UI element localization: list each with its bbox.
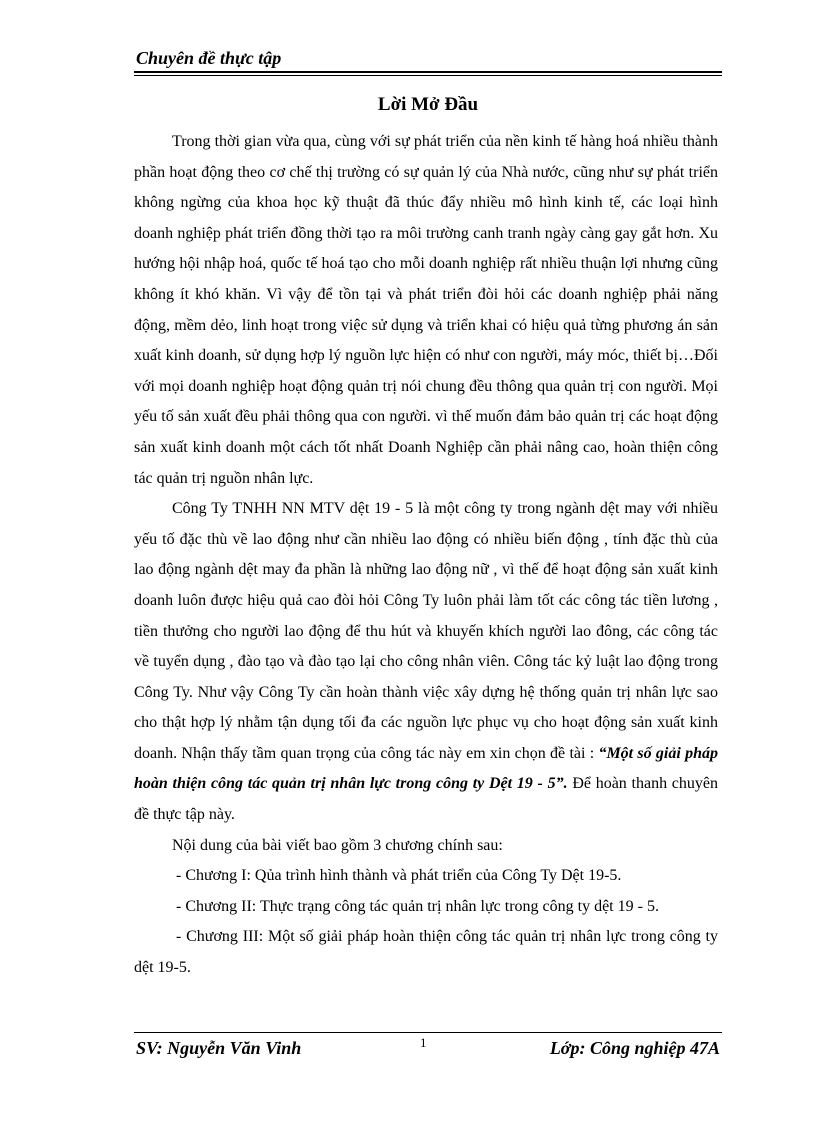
paragraph-intro: Trong thời gian vừa qua, cùng với sự phát triển của nền kinh tế hàng hoá nhiều thành phần hoạt động theo cơ chế thị trường có sự quản lý của Nhà nước, cũng như sự phát triển không ngừng của khoa học kỹ thuật đã thúc đẩy nhiều mô hình kinh tế, các loại hình doanh nghiệp phát triển đồng thời tạo ra môi trường canh tranh ngày càng gay gắt hơn. Xu hướng hội nhập hoá, quốc tế hoá tạo cho mỗi doanh nghiệp rất nhiều thuận lợi nhưng cũng không ít khó khăn. Vì vậy để tồn tại và phát triển đòi hỏi các doanh nghiệp phải năng động, mềm dẻo, linh hoạt trong việc sử dụng và triển khai có hiệu quả từng phương án sản xuất kinh doanh, sử dụng hợp lý nguồn lực hiện có như con người, máy móc, thiết bị…Đối với mọi doanh nghiệp hoạt động quản trị nói chung đều thông qua quản trị con người. Mọi yếu tố sản xuất đều phải thông qua con người. vì thế muốn đảm bảo quản trị các hoạt động sản xuất kinh doanh một cách tốt nhất Doanh Nghiệp cần phải nâng cao, hoàn thiện công tác quản trị nguồn nhân lực. — [134, 133, 718, 487]
chapter-item-2: - Chương II: Thực trạng công tác quản trị nhân lực trong công ty dệt 19 - 5. — [176, 897, 659, 915]
header-rule-thin — [134, 75, 722, 76]
paragraph-company — [134, 494, 718, 831]
header-title: Chuyên đề thực tập — [136, 48, 282, 68]
document-body — [134, 127, 718, 984]
paragraph-contents: Nội dung của bài viết bao gồm 3 chương chính sau: — [172, 836, 503, 854]
footer-class: Lớp: Công nghiệp 47A — [549, 1038, 720, 1058]
chapter-item-1: - Chương I: Qủa trình hình thành và phát triển của Công Ty Dệt 19-5. — [176, 867, 622, 885]
header-rule-thick — [134, 71, 722, 73]
topic-title: “Một số giải pháp hoàn thiện công tác quản trị nhân lực trong công ty Dệt 19 - 5”. — [134, 744, 719, 793]
paragraph-company-text: Công Ty TNHH NN MTV dệt 19 - 5 là một công ty trong ngành dệt may với nhiều yếu tố đặc thù về lao động như cần nhiều lao động có nhiều biến động , tính đặc thù của lao động ngành dệt may đa phần là những lao động nữ , vì thế để hoạt động sản xuất kinh doanh luôn được hiệu quả cao đòi hỏi Công Ty luôn phải làm tốt các công tác tiền lương , tiền thưởng cho người lao động để thu hút và khuyến khích người lao đông, các công tác về tuyển dụng , đào tạo và đào tạo lại cho công nhân viên. Công tác kỷ luật lao động trong Công Ty. Như vậy Công Ty cần hoàn thành việc xây dựng hệ thống quản trị nhân lực sao cho thật hợp lý nhằm tận dụng tối đa các nguồn lực phục vụ cho hoạt động sản xuất kinh doanh. Nhận thấy tầm quan trọng của công tác này em xin chọn đề tài : — [134, 500, 718, 762]
page-number: 1 — [420, 1035, 427, 1050]
document-title: Lời Mở Đầu — [377, 94, 479, 115]
footer-student: SV: Nguyễn Văn Vinh — [136, 1038, 302, 1058]
footer-rule — [134, 1032, 722, 1033]
paragraph-company-end: Để hoàn thanh chuyên đề thực tập này. — [134, 775, 719, 824]
chapter-item-3: - Chương III: Một số giải pháp hoàn thiện công tác quản trị nhân lực trong công ty dệt 19-5. — [134, 928, 718, 977]
